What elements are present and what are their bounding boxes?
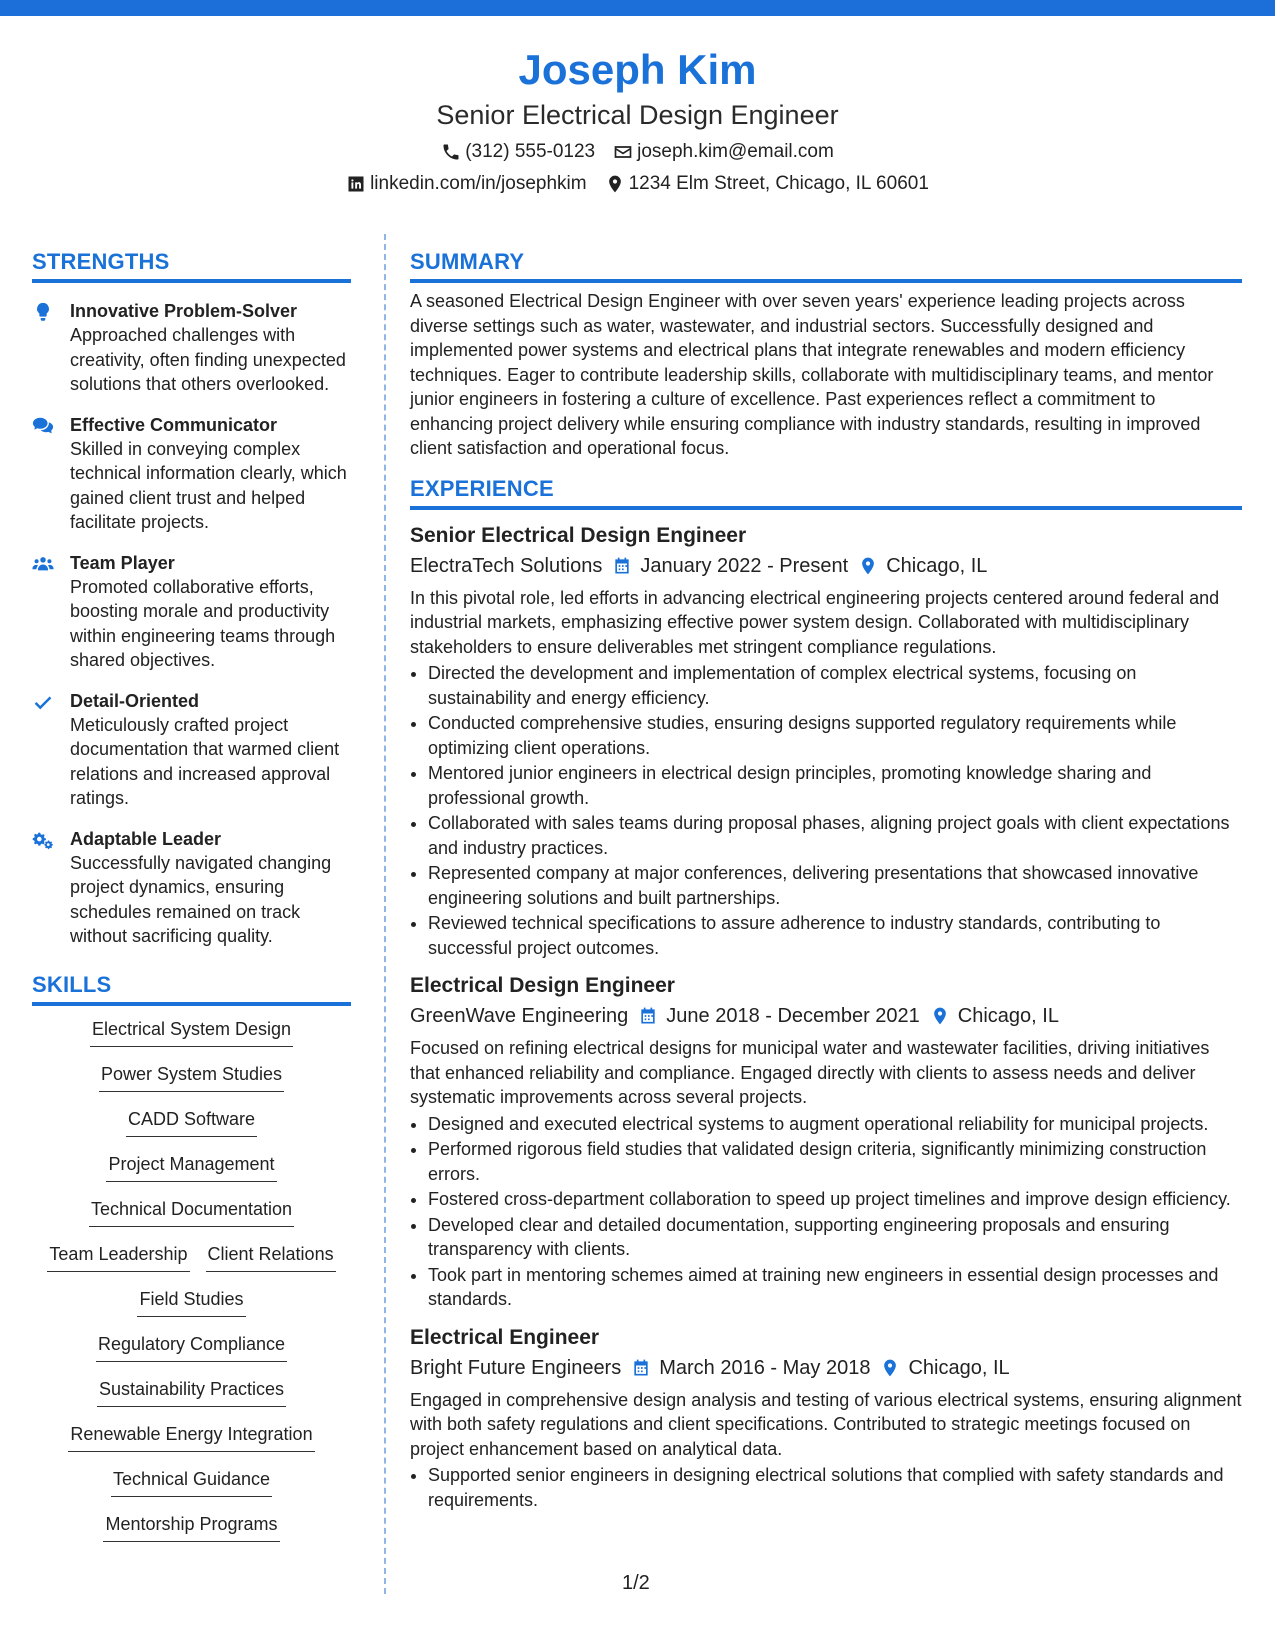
job-role: Electrical Engineer — [410, 1325, 600, 1349]
calendar-icon — [631, 1358, 651, 1378]
left-column — [32, 248, 351, 1554]
contact-row-1 — [0, 140, 1275, 164]
summary-text: A seasoned Electrical Design Engineer with over seven years' experience leading projects across diverse settings such as water, wastewater, and industrial sectors. Successfully designed and implemented power systems and electrical plans that integrate renewables and modern efficiency techniques. Eager to contribute leadership skills, collaborate with multidisciplinary teams, and mentor junior engineers in fostering a culture of excellence. Past experiences reflect a commitment to enhancing project delivery while ensuring compliance with industry standards, resulting in improved client satisfaction and operational focus. — [410, 291, 1214, 458]
strength-item — [32, 827, 351, 949]
strength-title: Innovative Problem-Solver — [70, 301, 298, 321]
experience-list — [410, 522, 1242, 1513]
phone-contact — [441, 140, 595, 164]
job-bullet: • Collaborated with sales teams during proposal phases, aligning project goals with client expectations and industry practices. — [428, 811, 1242, 860]
skill-tag: Mentorship Programs — [103, 1509, 279, 1542]
skills-heading: SKILLS — [32, 971, 351, 1006]
strength-title: Adaptable Leader — [70, 828, 222, 849]
job-company: Bright Future Engineers — [410, 1356, 622, 1379]
phone-icon — [441, 142, 461, 162]
job-location: Chicago, IL — [886, 554, 988, 577]
candidate-title: Senior Electrical Design Engineer — [436, 100, 839, 130]
lightbulb-icon — [32, 301, 54, 323]
skill-tag: Field Studies — [137, 1284, 245, 1317]
skills-list — [32, 1014, 351, 1554]
job-bullets — [410, 661, 1242, 960]
strength-desc: Skilled in conveying complex technical information clearly, which gained client trust and helped facilitate projects. — [70, 438, 347, 532]
summary-heading: SUMMARY — [410, 248, 1242, 283]
resume-header — [0, 44, 1275, 196]
job-location: Chicago, IL — [908, 1356, 1010, 1379]
check-icon — [32, 691, 54, 713]
job-bullet: • Developed clear and detailed documentation, supporting engineering proposals and ensuring transparency with clients. — [428, 1213, 1242, 1262]
job-bullet: • Supported senior engineers in designing electrical solutions that complied with safety standards and requirements. — [428, 1463, 1242, 1512]
skill-tag: Regulatory Compliance — [96, 1329, 287, 1362]
skill-tag: Sustainability Practices — [97, 1374, 286, 1407]
job-meta — [410, 552, 1242, 580]
job-bullets — [410, 1112, 1242, 1312]
right-column — [410, 248, 1242, 1513]
job-meta — [410, 1354, 1242, 1382]
skill-tag: Team Leadership — [47, 1239, 189, 1272]
envelope-icon — [613, 142, 633, 162]
job-bullet: • Performed rigorous field studies that validated design criteria, significantly minimizing construction errors. — [428, 1137, 1242, 1186]
strength-item — [32, 413, 351, 535]
strength-item — [32, 551, 351, 673]
job-entry — [410, 522, 1242, 961]
linkedin-icon — [346, 174, 366, 194]
linkedin-text: linkedin.com/in/josephkim — [370, 173, 587, 194]
strengths-heading: STRENGTHS — [32, 248, 351, 283]
strength-title: Effective Communicator — [70, 414, 278, 435]
job-bullet: • Represented company at major conferences, delivering presentations that showcased innovative engineering solutions and built partnerships. — [428, 861, 1242, 910]
comments-icon — [32, 415, 54, 437]
strength-desc: Promoted collaborative efforts, boosting morale and productivity within engineering teams through shared objectives. — [70, 576, 336, 670]
skill-tag: Power System Studies — [99, 1059, 284, 1092]
column-divider — [384, 234, 386, 1594]
job-company: GreenWave Engineering — [410, 1005, 629, 1027]
job-bullet: • Took part in mentoring schemes aimed at training new engineers in essential design processes and standards. — [428, 1263, 1242, 1312]
skill-tag: Electrical System Design — [90, 1014, 293, 1047]
candidate-name: Joseph Kim — [518, 46, 757, 93]
linkedin-contact[interactable] — [346, 172, 587, 196]
job-dates: June 2018 - December 2021 — [666, 1005, 920, 1027]
contact-row-2 — [0, 172, 1275, 196]
job-description: In this pivotal role, led efforts in advancing electrical engineering projects centered around federal and industrial markets, emphasizing effective power system design. Collaborated with multidisciplinary stakeholders to ensure deliverables met stringent compliance regulations. — [410, 587, 1220, 657]
job-bullet: • Fostered cross-department collaboration to speed up project timelines and improve design efficiency. — [428, 1187, 1242, 1212]
job-company: ElectraTech Solutions — [410, 554, 603, 577]
job-bullets — [410, 1463, 1242, 1512]
skill-tag: Project Management — [106, 1149, 276, 1182]
gears-icon — [32, 829, 54, 851]
job-meta — [410, 1002, 1242, 1030]
skill-tag: CADD Software — [126, 1104, 257, 1137]
job-dates: March 2016 - May 2018 — [659, 1356, 871, 1379]
map-marker-icon — [605, 174, 625, 194]
job-bullet: • Designed and executed electrical systems to augment operational reliability for municipal projects. — [428, 1112, 1242, 1137]
job-entry — [410, 972, 1242, 1312]
job-description: Engaged in comprehensive design analysis and testing of various electrical systems, ensuring alignment with both safety regulations and client specifications. Contributed to strategic meetings focused on project enhancement based on analytical data. — [410, 1389, 1242, 1459]
skill-tag: Technical Guidance — [111, 1464, 272, 1497]
skill-tag: Technical Documentation — [89, 1194, 294, 1227]
strength-item — [32, 689, 351, 811]
map-marker-icon — [880, 1358, 900, 1378]
map-marker-icon — [930, 1006, 950, 1026]
job-entry — [410, 1324, 1242, 1513]
users-icon — [32, 553, 54, 575]
phone-text: (312) 555-0123 — [465, 141, 596, 162]
job-bullet: • Mentored junior engineers in electrical design principles, promoting knowledge sharing and professional growth. — [428, 761, 1242, 810]
experience-heading: EXPERIENCE — [410, 475, 1242, 510]
calendar-icon — [612, 556, 632, 576]
page-number: 1/2 — [622, 1572, 650, 1594]
address-contact — [605, 172, 929, 196]
job-bullet: • Directed the development and implementation of complex electrical systems, focusing on sustainability and energy efficiency. — [428, 661, 1242, 710]
job-location: Chicago, IL — [957, 1005, 1059, 1027]
job-dates: January 2022 - Present — [640, 554, 849, 577]
strength-desc: Successfully navigated changing project dynamics, ensuring schedules remained on track without sacrificing quality. — [70, 852, 332, 946]
job-role: Senior Electrical Design Engineer — [410, 523, 747, 547]
email-contact[interactable] — [613, 140, 834, 164]
job-description: Focused on refining electrical designs for municipal water and wastewater facilities, driving initiatives that enhanced reliability and compliance. Engaged directly with clients to assess needs and deliver systematic improvements across several projects. — [410, 1038, 1210, 1107]
strength-title: Team Player — [70, 552, 175, 573]
strength-desc: Approached challenges with creativity, often finding unexpected solutions that others overlooked. — [70, 325, 346, 394]
job-bullet: • Reviewed technical specifications to assure adherence to industry standards, contributing to successful project outcomes. — [428, 911, 1242, 960]
strength-item — [32, 299, 351, 397]
skill-tag: Client Relations — [206, 1239, 336, 1272]
address-text: 1234 Elm Street, Chicago, IL 60601 — [628, 173, 929, 194]
job-role: Electrical Design Engineer — [410, 974, 675, 997]
strength-title: Detail-Oriented — [70, 690, 200, 711]
job-bullet: • Conducted comprehensive studies, ensuring designs supported regulatory requirements while optimizing client operations. — [428, 711, 1242, 760]
top-accent-bar — [0, 0, 1275, 16]
calendar-icon — [638, 1006, 658, 1026]
map-marker-icon — [858, 556, 878, 576]
skill-tag: Renewable Energy Integration — [68, 1419, 314, 1452]
email-text: joseph.kim@email.com — [637, 141, 834, 162]
strength-desc: Meticulously crafted project documentation that warmed client relations and increased approval ratings. — [70, 714, 340, 808]
